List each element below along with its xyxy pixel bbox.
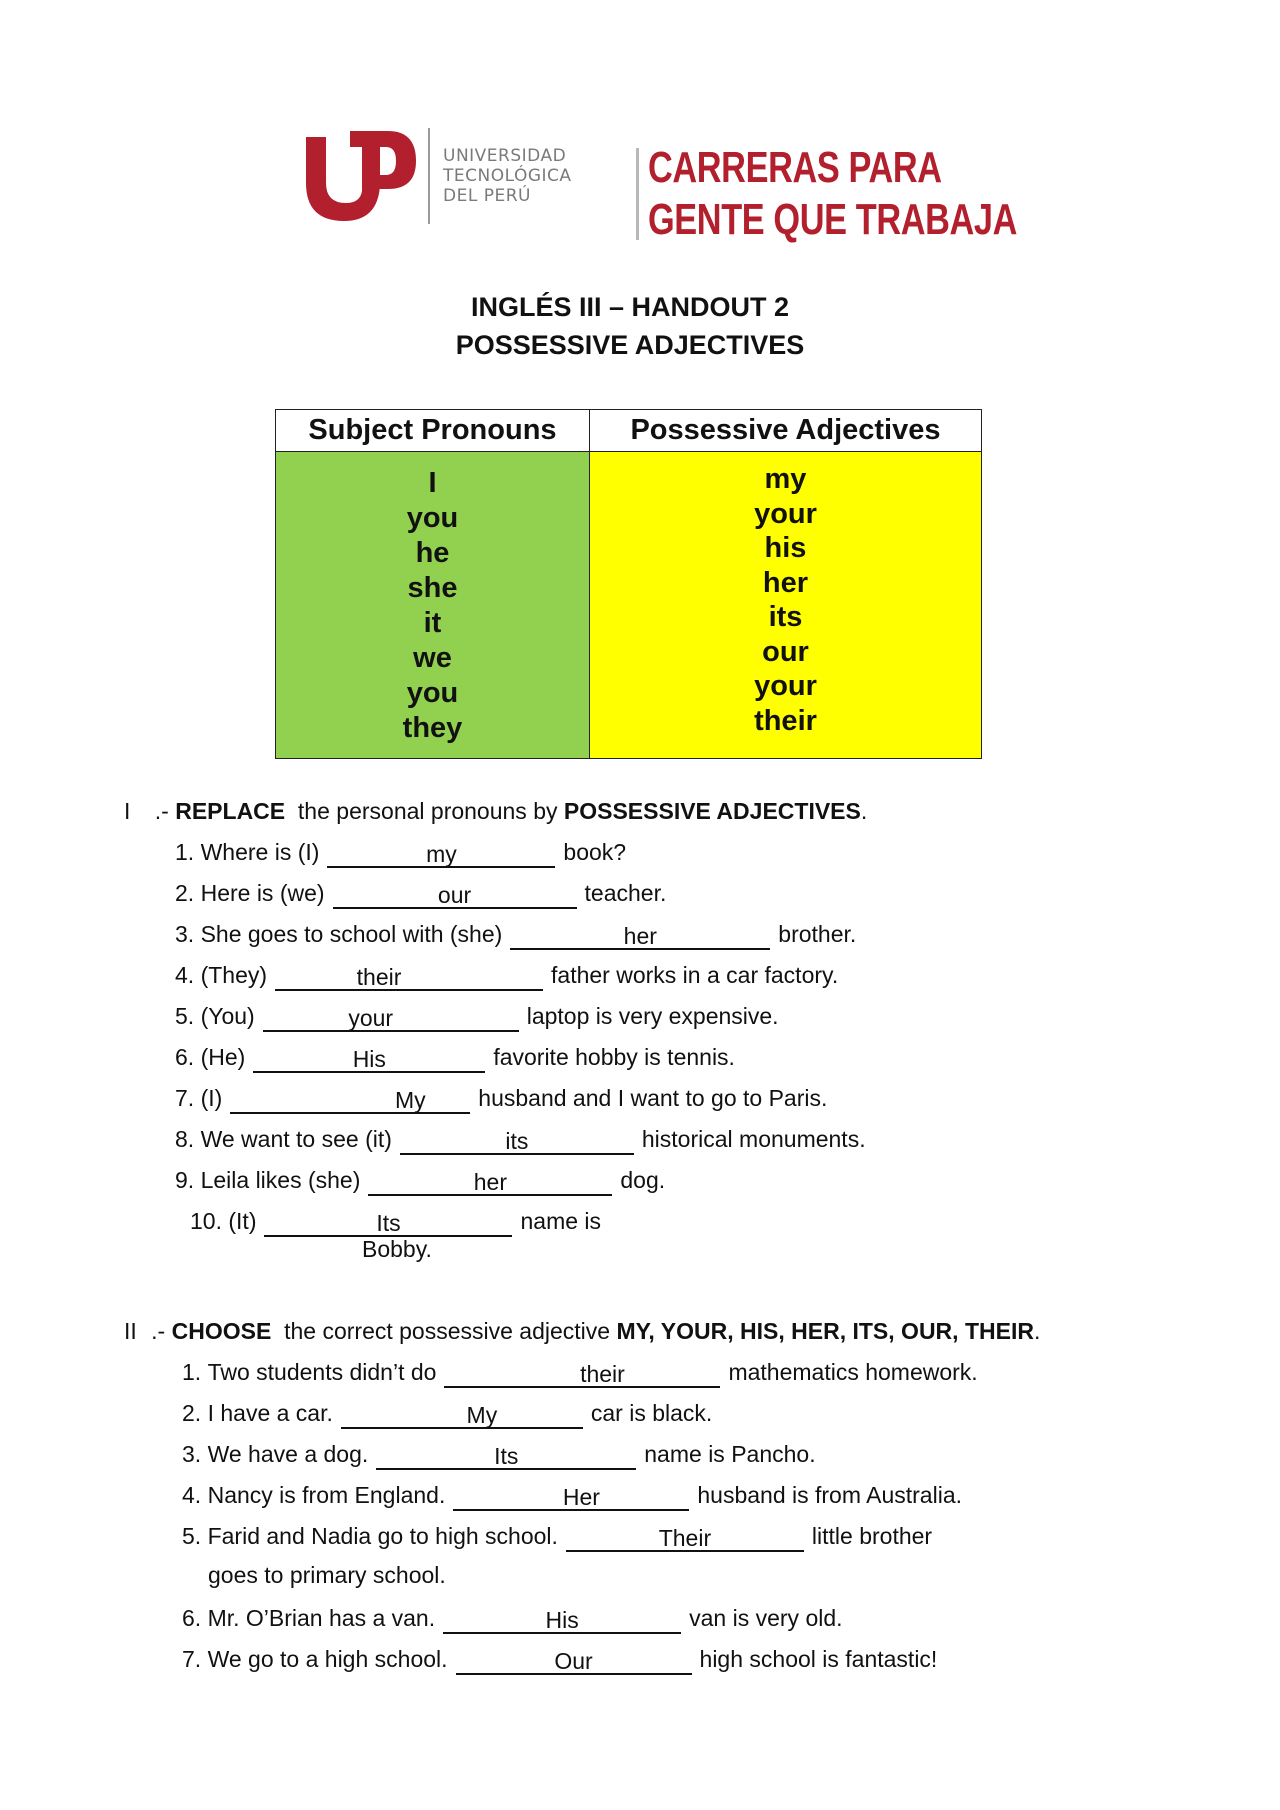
pronoun-word: she xyxy=(407,572,458,604)
section1-heading: I .- REPLACE the personal pronouns by POSSESSIVE ADJECTIVES. xyxy=(124,798,868,824)
answer-blank[interactable]: Her xyxy=(453,1484,689,1511)
exercise1-item: 6. (He) His favorite hobby is tennis. xyxy=(175,1044,735,1072)
answer-blank[interactable]: Their xyxy=(566,1525,804,1552)
adjective-word: his xyxy=(764,532,807,564)
section2-heading: II .- CHOOSE the correct possessive adjective MY, YOUR, HIS, HER, ITS, OUR, THEIR. xyxy=(124,1318,1041,1344)
answer-blank[interactable]: my xyxy=(327,841,555,868)
subject-pronouns-cell xyxy=(276,452,590,759)
exercise2-item: 7. We go to a high school. Our high school is fantastic! xyxy=(182,1646,938,1674)
answer-blank[interactable]: His xyxy=(443,1607,681,1634)
exercise2-item: 2. I have a car. My car is black. xyxy=(182,1400,713,1428)
exercise1-item: 5. (You) your laptop is very expensive. xyxy=(175,1003,779,1031)
pronoun-table xyxy=(275,409,982,759)
handout-subtitle: POSSESSIVE ADJECTIVES xyxy=(455,330,805,360)
pronoun-word: he xyxy=(415,537,450,569)
answer-blank[interactable]: My xyxy=(230,1087,470,1114)
answer-blank[interactable]: My xyxy=(341,1402,583,1429)
answer-blank[interactable]: Its xyxy=(376,1443,636,1470)
pronoun-word: they xyxy=(402,712,463,744)
answer-blank[interactable]: their xyxy=(275,964,543,991)
answer-blank[interactable]: your xyxy=(263,1005,519,1032)
adjective-word: my xyxy=(764,463,807,495)
answer-blank[interactable]: its xyxy=(400,1128,634,1155)
exercise1-item: 10. (It) Its name is xyxy=(190,1208,602,1236)
adjective-word: your xyxy=(754,497,817,530)
pronoun-word: I xyxy=(428,467,437,499)
slogan: CARRERAS PARA GENTE QUE TRABAJA xyxy=(648,143,1018,244)
answer-blank[interactable]: her xyxy=(510,923,770,950)
logo-divider xyxy=(428,128,430,224)
handout-title: INGLÉS III – HANDOUT 2 xyxy=(470,292,790,322)
exercise2-item: 4. Nancy is from England. Her husband is from Australia. xyxy=(182,1482,962,1510)
answer-blank[interactable]: their xyxy=(444,1361,720,1388)
answer-blank[interactable]: Its xyxy=(264,1210,512,1237)
utp-logo-mark xyxy=(300,125,418,225)
adjective-word: her xyxy=(762,566,809,599)
pronoun-word: it xyxy=(423,607,442,639)
exercise1-item: 1. Where is (I) my book? xyxy=(175,839,627,867)
answer-blank[interactable]: her xyxy=(368,1169,612,1196)
exercise1-item: 8. We want to see (it) its historical monuments. xyxy=(175,1126,866,1154)
adjective-word: your xyxy=(754,670,817,702)
exercise1-item: 3. She goes to school with (she) her brother. xyxy=(175,921,857,949)
answer-blank[interactable]: Our xyxy=(456,1648,692,1675)
adjective-word: its xyxy=(768,601,803,633)
exercise2-item: 3. We have a dog. Its name is Pancho. xyxy=(182,1441,816,1469)
possessive-adjectives-cell xyxy=(589,452,981,759)
answer-blank[interactable]: His xyxy=(253,1046,485,1073)
exercise2-continuation: goes to primary school. xyxy=(208,1562,446,1588)
exercise1-item: 4. (They) their father works in a car factory. xyxy=(175,962,839,990)
answer-blank[interactable]: our xyxy=(333,882,577,909)
exercise1-item: 9. Leila likes (she) her dog. xyxy=(175,1167,666,1195)
pronoun-word: you xyxy=(406,677,459,709)
university-name: UNIVERSIDAD TECNOLÓGICA DEL PERÚ xyxy=(443,146,572,206)
header-subject-pronouns: Subject Pronouns xyxy=(276,410,590,452)
exercise1-continuation: Bobby. xyxy=(362,1236,432,1262)
exercise2-item: 5. Farid and Nadia go to high school. Their little brother xyxy=(182,1523,933,1551)
exercise1-item: 2. Here is (we) our teacher. xyxy=(175,880,667,908)
adjective-word: their xyxy=(754,704,817,737)
adjective-word: our xyxy=(762,635,809,668)
exercise2-item: 1. Two students didn’t do their mathematics homework. xyxy=(182,1359,978,1387)
header-possessive-adjectives: Possessive Adjectives xyxy=(589,410,981,452)
pronoun-word: we xyxy=(413,642,452,674)
slogan-divider xyxy=(636,148,639,240)
exercise1-item: 7. (I) My husband and I want to go to Paris. xyxy=(175,1085,828,1113)
pronoun-word: you xyxy=(406,502,459,534)
exercise2-item: 6. Mr. O’Brian has a van. His van is very old. xyxy=(182,1605,843,1633)
